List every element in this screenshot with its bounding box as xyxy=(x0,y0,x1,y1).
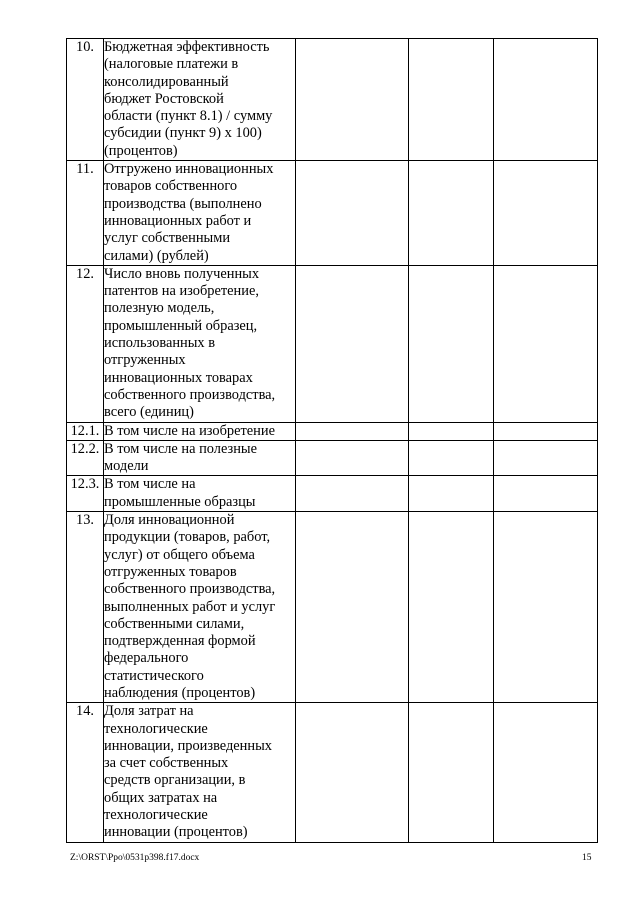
empty-cell xyxy=(409,512,494,703)
empty-cell xyxy=(494,440,598,476)
empty-cell xyxy=(494,161,598,266)
footer-page-number: 15 xyxy=(582,853,592,863)
table-row xyxy=(67,476,598,512)
row-number: 12.3. xyxy=(67,476,104,512)
indicators-table xyxy=(66,38,598,843)
table-row xyxy=(67,440,598,476)
table-row xyxy=(67,512,598,703)
row-description: В том числе на полезные модели xyxy=(104,440,296,476)
row-number: 11. xyxy=(67,161,104,266)
empty-cell xyxy=(494,512,598,703)
table-row xyxy=(67,703,598,842)
row-description: В том числе на изобретение xyxy=(104,422,296,440)
empty-cell xyxy=(409,265,494,422)
empty-cell xyxy=(409,161,494,266)
empty-cell xyxy=(296,476,409,512)
empty-cell xyxy=(296,422,409,440)
empty-cell xyxy=(494,39,598,161)
empty-cell xyxy=(296,440,409,476)
row-description: Доля затрат на технологические инновации, произведенных за счет собственных средств организации, в общих затратах на технологические инновации (процентов) xyxy=(104,703,296,842)
row-number: 12.1. xyxy=(67,422,104,440)
indicators-table-body xyxy=(67,39,598,843)
row-number: 13. xyxy=(67,512,104,703)
empty-cell xyxy=(494,265,598,422)
row-description: Бюджетная эффективность (налоговые платежи в консолидированный бюджет Ростовской области (пункт 8.1) / сумму субсидии (пункт 9) х 100) (процентов) xyxy=(104,39,296,161)
empty-cell xyxy=(409,476,494,512)
empty-cell xyxy=(296,703,409,842)
empty-cell xyxy=(494,422,598,440)
empty-cell xyxy=(409,422,494,440)
empty-cell xyxy=(296,512,409,703)
table-row xyxy=(67,422,598,440)
row-description: Доля инновационной продукции (товаров, работ, услуг) от общего объема отгруженных товаров собственного производства, выполненных работ и услуг собственными силами, подтвержденная формой федерального статистического наблюдения (процентов) xyxy=(104,512,296,703)
row-number: 12.2. xyxy=(67,440,104,476)
table-row xyxy=(67,265,598,422)
empty-cell xyxy=(296,265,409,422)
table-row xyxy=(67,161,598,266)
row-number: 10. xyxy=(67,39,104,161)
row-number: 12. xyxy=(67,265,104,422)
row-description: Отгружено инновационных товаров собственного производства (выполнено инновационных работ и услуг собственными силами) (рублей) xyxy=(104,161,296,266)
empty-cell xyxy=(494,476,598,512)
empty-cell xyxy=(409,440,494,476)
empty-cell xyxy=(296,39,409,161)
empty-cell xyxy=(296,161,409,266)
row-description: В том числе на промышленные образцы xyxy=(104,476,296,512)
empty-cell xyxy=(409,703,494,842)
row-number: 14. xyxy=(67,703,104,842)
row-description: Число вновь полученных патентов на изобретение, полезную модель, промышленный образец, использованных в отгруженных инновационных товарах собственного производства, всего (единиц) xyxy=(104,265,296,422)
empty-cell xyxy=(494,703,598,842)
empty-cell xyxy=(409,39,494,161)
table-row xyxy=(67,39,598,161)
footer-file-path: Z:\ORST\Ppo\0531p398.f17.docx xyxy=(70,853,200,863)
